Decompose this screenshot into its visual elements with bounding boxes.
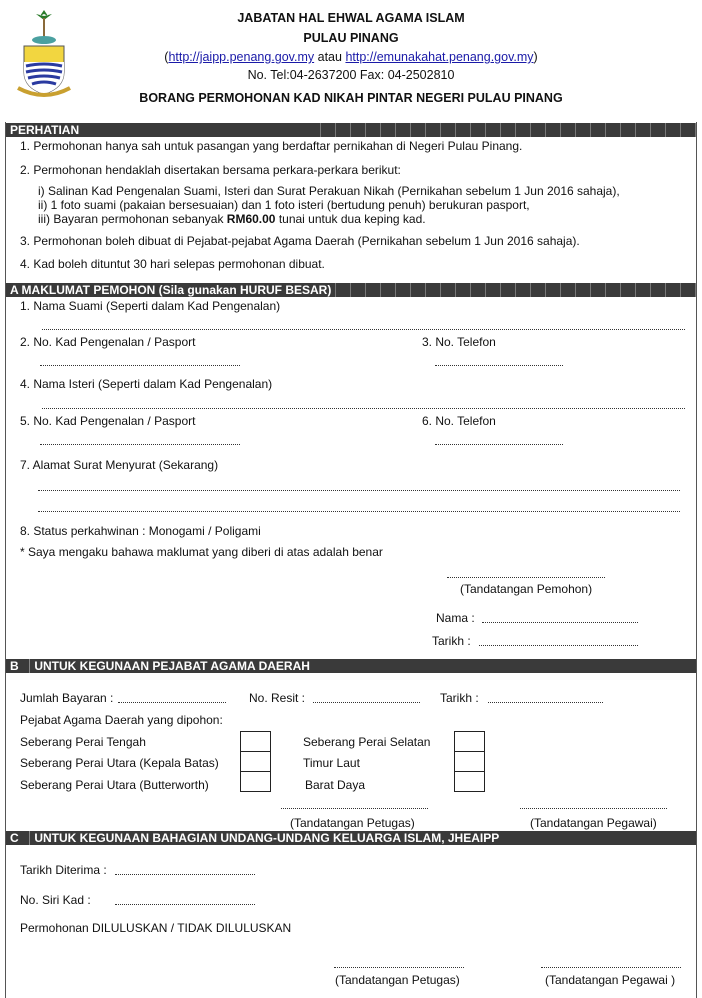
checkbox-timur-laut[interactable] — [454, 751, 485, 772]
section-a-header — [6, 283, 696, 297]
applicant-name-label: Nama : — [436, 611, 475, 625]
notice-item-4: 4. Kad boleh dituntut 30 hari selepas permohonan dibuat. — [20, 257, 325, 271]
checkbox-barat-daya[interactable] — [454, 771, 485, 792]
payment-label: Jumlah Bayaran : — [20, 691, 114, 705]
address-field-line-1[interactable] — [38, 490, 680, 491]
husband-phone-label: 3. No. Telefon — [422, 335, 496, 349]
section-c-title: UNTUK KEGUNAAN BAHAGIAN UNDANG-UNDANG KELUARGA ISLAM, JHEAIPP — [29, 831, 503, 845]
sub3-post: tunai untuk dua keping kad. — [275, 212, 426, 226]
checkbox-seberang-perai-selatan[interactable] — [454, 731, 485, 752]
received-date-label: Tarikh Diterima : — [20, 863, 107, 877]
section-b-letter: B — [6, 659, 23, 673]
atau-text: atau — [317, 50, 342, 64]
receipt-label: No. Resit : — [249, 691, 306, 705]
husband-phone-field[interactable] — [435, 365, 563, 366]
applicant-date-label: Tarikh : — [432, 634, 471, 648]
contact-info: No. Tel:04-2637200 Fax: 04-2502810 — [247, 68, 455, 82]
payment-field[interactable] — [118, 702, 226, 703]
checkbox-butterworth[interactable] — [240, 771, 271, 792]
office-option-left-1: Seberang Perai Tengah — [20, 735, 146, 749]
received-date-field[interactable] — [115, 874, 255, 875]
website-links: (http://jaipp.penang.gov.my atau http://emunakahat.penang.gov.my) — [164, 50, 538, 64]
notice-item-2: 2. Permohonan hendaklah disertakan bersama perkara-perkara berikut: — [20, 163, 401, 177]
notice-sub-3 — [38, 212, 426, 226]
office-option-right-3: Barat Daya — [305, 778, 366, 792]
applicant-name-field[interactable] — [482, 622, 638, 623]
notice-item-3: 3. Permohonan boleh dibuat di Pejabat-pejabat Agama Daerah (Pernikahan sebelum 1 Jun 2016 sahaja). — [20, 234, 580, 248]
wife-name-label: 4. Nama Isteri (Seperti dalam Kad Pengenalan) — [20, 377, 273, 391]
checkbox-seberang-perai-tengah[interactable] — [240, 731, 271, 752]
state-name: PULAU PINANG — [303, 31, 399, 45]
c-supervisor-signature-label: (Tandatangan Pegawai ) — [545, 973, 676, 987]
form-title: BORANG PERMOHONAN KAD NIKAH PINTAR NEGERI PULAU PINANG — [139, 91, 563, 105]
applicant-signature-field[interactable] — [447, 577, 605, 578]
c-officer-signature-label: (Tandatangan Petugas) — [335, 973, 460, 987]
wife-ic-label: 5. No. Kad Pengenalan / Pasport — [20, 414, 196, 428]
perhatian-title: PERHATIAN — [6, 123, 83, 137]
husband-ic-field[interactable] — [40, 365, 240, 366]
office-label: Pejabat Agama Daerah yang dipohon: — [20, 713, 223, 727]
form-frame — [5, 122, 697, 998]
checkbox-kepala-batas[interactable] — [240, 751, 271, 772]
receipt-field[interactable] — [313, 702, 420, 703]
b-supervisor-signature-label: (Tandatangan Pegawai) — [530, 816, 657, 830]
jaipp-link[interactable]: http://jaipp.penang.gov.my — [168, 50, 315, 64]
section-a-title: A MAKLUMAT PEMOHON (Sila gunakan HURUF BESAR) — [6, 283, 335, 297]
office-option-left-2: Seberang Perai Utara (Kepala Batas) — [20, 756, 219, 770]
marital-status-label: 8. Status perkahwinan : Monogami / Poligami — [20, 524, 261, 538]
applicant-signature-label: (Tandatangan Pemohon) — [460, 582, 593, 596]
card-serial-label: No. Siri Kad : — [20, 893, 91, 907]
c-officer-signature-field[interactable] — [334, 967, 464, 968]
notice-sub-1: i) Salinan Kad Pengenalan Suami, Isteri dan Surat Perakuan Nikah (Pernikahan sebelum 1 Jun 2016 sahaja), — [38, 184, 620, 198]
b-date-field[interactable] — [488, 702, 603, 703]
section-c-header — [6, 831, 696, 845]
office-option-right-1: Seberang Perai Selatan — [303, 735, 431, 749]
section-b-header — [6, 659, 696, 673]
address-label: 7. Alamat Surat Menyurat (Sekarang) — [20, 458, 219, 472]
office-option-left-3: Seberang Perai Utara (Butterworth) — [20, 778, 209, 792]
card-serial-field[interactable] — [115, 904, 255, 905]
husband-ic-label: 2. No. Kad Pengenalan / Pasport — [20, 335, 196, 349]
wife-ic-field[interactable] — [40, 444, 240, 445]
wife-phone-field[interactable] — [435, 444, 563, 445]
wife-name-field[interactable] — [42, 408, 685, 409]
b-officer-signature-label: (Tandatangan Petugas) — [290, 816, 415, 830]
b-date-label: Tarikh : — [440, 691, 479, 705]
notice-sub-2: ii) 1 foto suami (pakaian bersesuaian) dan 1 foto isteri (bertudung penuh) berukuran pasport, — [38, 198, 530, 212]
approval-status: Permohonan DILULUSKAN / TIDAK DILULUSKAN — [20, 921, 292, 935]
wife-phone-label: 6. No. Telefon — [422, 414, 496, 428]
notice-item-1: 1. Permohonan hanya sah untuk pasangan yang berdaftar pernikahan di Negeri Pulau Pinang. — [20, 139, 523, 153]
address-field-line-2[interactable] — [38, 511, 680, 512]
husband-name-field[interactable] — [42, 329, 685, 330]
department-name: JABATAN HAL EHWAL AGAMA ISLAM — [237, 11, 465, 25]
declaration-text: * Saya mengaku bahawa maklumat yang diberi di atas adalah benar — [20, 545, 383, 559]
b-officer-signature-field[interactable] — [281, 808, 428, 809]
office-option-right-2: Timur Laut — [303, 756, 360, 770]
sub3-pre: iii) Bayaran permohonan sebanyak — [38, 212, 227, 226]
perhatian-header — [6, 123, 696, 137]
husband-name-label: 1. Nama Suami (Seperti dalam Kad Pengenalan) — [20, 299, 281, 313]
c-supervisor-signature-field[interactable] — [541, 967, 681, 968]
applicant-date-field[interactable] — [479, 645, 638, 646]
section-b-title: UNTUK KEGUNAAN PEJABAT AGAMA DAERAH — [29, 659, 314, 673]
fee-amount: RM60.00 — [226, 212, 276, 226]
section-c-letter: C — [6, 831, 23, 845]
emunakahat-link[interactable]: http://emunakahat.penang.gov.my — [345, 50, 534, 64]
b-supervisor-signature-field[interactable] — [520, 808, 667, 809]
